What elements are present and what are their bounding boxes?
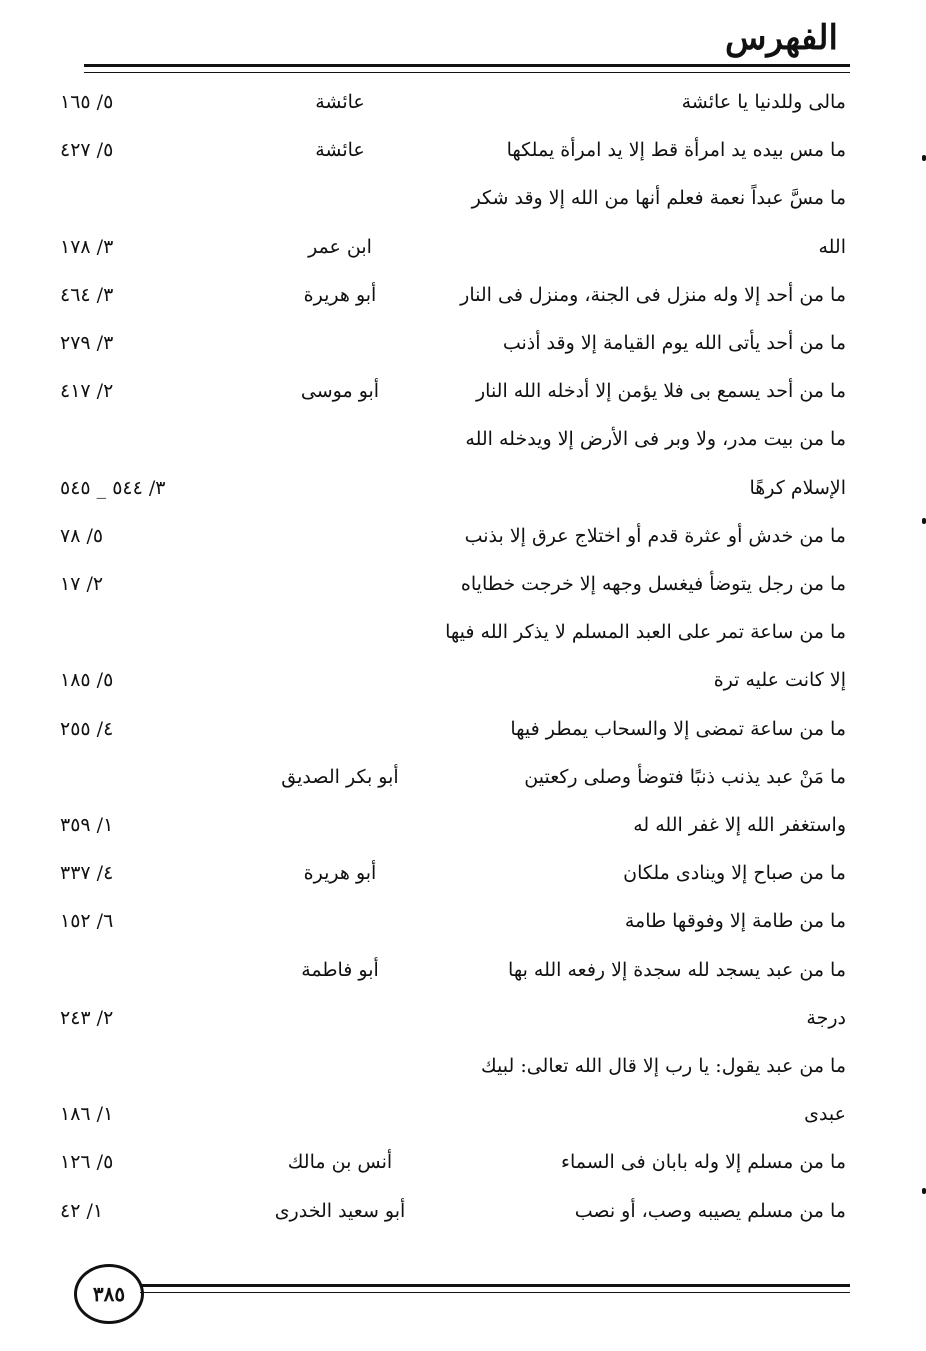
narrator: أنس بن مالك: [287, 1151, 393, 1174]
hadith-text: ما مسَّ عبداً نعمة فعلم أنها من الله إلا وقد شكر: [471, 187, 846, 210]
margin-mark: [922, 518, 926, 524]
index-row: [0, 709, 926, 749]
hadith-text: الإسلام كرهًا: [749, 476, 846, 499]
index-row: [0, 323, 926, 363]
hadith-text: مالى وللدنيا يا عائشة: [681, 91, 846, 113]
index-row: [0, 1094, 926, 1134]
narrator: أبو سعيد الخدرى: [274, 1199, 406, 1222]
hadith-text: درجة: [806, 1006, 846, 1029]
volume-page-ref: ١/ ١٨٦: [60, 1103, 114, 1126]
index-row: [0, 468, 926, 508]
index-row: [0, 853, 926, 893]
volume-page-ref: ٣/ ٢٧٩: [60, 332, 114, 354]
margin-mark: [922, 1188, 926, 1194]
hadith-text: ما من خدش أو عثرة قدم أو اختلاج عرق إلا بذنب: [464, 524, 846, 547]
volume-page-ref: ٤/ ٣٣٧: [60, 862, 114, 885]
hadith-text: ما من ساعة تمر على العبد المسلم لا يذكر الله فيها: [445, 621, 846, 644]
index-row: [0, 227, 926, 267]
footer-rule-thin: [140, 1292, 850, 1293]
footer-double-rule: [140, 1284, 850, 1287]
volume-page-ref: ٥/ ١٦٥: [60, 91, 114, 113]
volume-page-ref: ٢/ ٢٤٣: [60, 1006, 114, 1029]
narrator: أبو هريرة: [303, 862, 377, 885]
narrator: أبو هريرة: [303, 283, 377, 306]
index-row: [0, 950, 926, 990]
hadith-text: ما من صباح إلا وينادى ملكان: [623, 862, 846, 885]
hadith-text: ما من رجل يتوضأ فيغسل وجهه إلا خرجت خطاياه: [460, 573, 846, 595]
index-row: [0, 178, 926, 218]
volume-page-ref: ٣/ ١٧٨: [60, 235, 114, 258]
volume-page-ref: ٥/ ٧٨: [60, 524, 104, 547]
index-row: [0, 130, 926, 170]
index-row: [0, 901, 926, 941]
volume-page-ref: ٣/ ٤٦٤: [60, 283, 114, 306]
hadith-text: ما من عبد يقول: يا رب إلا قال الله تعالى: لبيك: [481, 1055, 846, 1077]
volume-page-ref: ٢/ ١٧: [60, 573, 104, 595]
index-row: [0, 516, 926, 556]
volume-page-ref: ٢/ ٤١٧: [60, 380, 114, 403]
hadith-text: ما من مسلم إلا وله بابان فى السماء: [561, 1151, 846, 1174]
hadith-text: ما من طامة إلا وفوقها طامة: [624, 910, 846, 933]
hadith-text: الله: [818, 235, 846, 258]
header-rule-thin: [84, 72, 850, 73]
narrator: عائشة: [315, 139, 365, 162]
page-title: الفهرس: [725, 18, 838, 58]
index-row: [0, 805, 926, 845]
index-row: [0, 82, 926, 122]
index-row: [0, 998, 926, 1038]
index-row: [0, 660, 926, 700]
index-row: [0, 371, 926, 411]
margin-mark: [922, 155, 926, 161]
hadith-text: ما من أحد إلا وله منزل فى الجنة، ومنزل فى النار: [460, 283, 846, 306]
volume-page-ref: ٤/ ٢٥٥: [60, 717, 114, 740]
index-row: [0, 757, 926, 797]
page-number: ٣٨٥: [74, 1264, 144, 1324]
index-row: [0, 275, 926, 315]
narrator: أبو بكر الصديق: [281, 765, 399, 788]
hadith-text: ما من ساعة تمضى إلا والسحاب يمطر فيها: [510, 717, 846, 740]
narrator: أبو فاطمة: [301, 958, 379, 981]
index-row: [0, 612, 926, 652]
narrator: ابن عمر: [308, 235, 372, 258]
hadith-text: ما من أحد يأتى الله يوم القيامة إلا وقد أذنب: [502, 332, 846, 354]
index-row: [0, 1142, 926, 1182]
index-row: [0, 1046, 926, 1086]
volume-page-ref: ٥/ ٤٢٧: [60, 139, 114, 162]
index-row: [0, 1191, 926, 1231]
narrator: أبو موسى: [300, 380, 380, 403]
index-row: [0, 564, 926, 604]
narrator: عائشة: [315, 91, 365, 113]
volume-page-ref: ١/ ٣٥٩: [60, 814, 114, 836]
volume-page-ref: ٥/ ١٨٥: [60, 669, 114, 692]
index-row: [0, 419, 926, 459]
volume-page-ref: ١/ ٤٢: [60, 1199, 104, 1222]
hadith-text: إلا كانت عليه ترة: [713, 669, 846, 692]
volume-page-ref: ٥/ ١٢٦: [60, 1151, 114, 1174]
hadith-text: ما من مسلم يصيبه وصب، أو نصب: [574, 1199, 846, 1222]
volume-page-ref: ٦/ ١٥٢: [60, 910, 114, 933]
hadith-text: ما من أحد يسمع بى فلا يؤمن إلا أدخله الله النار: [475, 380, 846, 403]
hadith-text: ما من بيت مدر، ولا وبر فى الأرض إلا ويدخله الله: [465, 428, 846, 451]
hadith-text: عبدى: [804, 1103, 846, 1126]
volume-page-ref: ٣/ ٥٤٤ _ ٥٤٥: [60, 476, 166, 499]
hadith-text: ما من عبد يسجد لله سجدة إلا رفعه الله بها: [508, 958, 846, 981]
hadith-text: ما مَنْ عبد يذنب ذنبًا فتوضأ وصلى ركعتين: [524, 765, 846, 788]
hadith-text: واستغفر الله إلا غفر الله له: [633, 814, 846, 836]
hadith-text: ما مس بيده يد امرأة قط إلا يد امرأة يملكها: [506, 139, 846, 162]
